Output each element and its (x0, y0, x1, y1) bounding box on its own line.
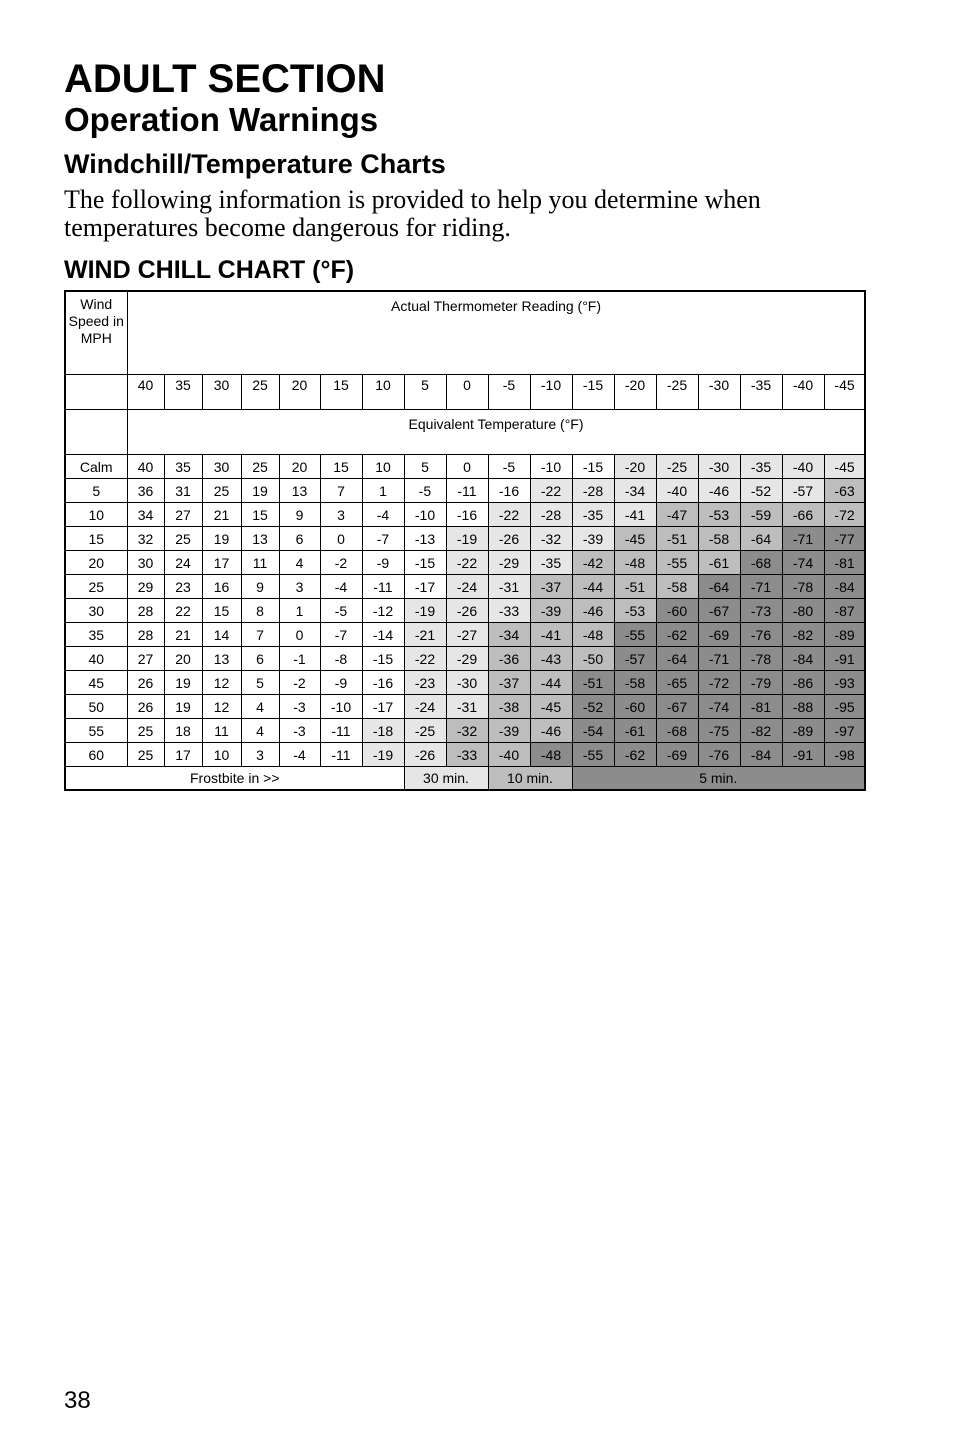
windchill-cell: -82 (782, 623, 824, 647)
windchill-cell: -33 (488, 599, 530, 623)
chart-title: WIND CHILL CHART (°F) (64, 256, 355, 284)
frostbite-row (65, 767, 865, 791)
windchill-cell: 15 (320, 455, 362, 479)
windchill-cell: -15 (572, 455, 614, 479)
windchill-cell: 7 (320, 479, 362, 503)
windchill-cell: -59 (740, 503, 782, 527)
windchill-cell: -9 (320, 671, 362, 695)
windchill-cell: -69 (656, 743, 698, 767)
section-title: ADULT SECTION (64, 57, 386, 101)
windchill-cell: 28 (127, 623, 164, 647)
windchill-cell: 36 (127, 479, 164, 503)
windchill-cell: -16 (446, 503, 488, 527)
blank-cell (65, 410, 127, 455)
actual-temp-cell: -10 (530, 375, 572, 410)
windchill-cell: -67 (656, 695, 698, 719)
windchill-cell: 9 (279, 503, 320, 527)
windchill-cell: -41 (530, 623, 572, 647)
windchill-cell: -57 (782, 479, 824, 503)
windchill-cell: 15 (202, 599, 241, 623)
windchill-cell: 14 (202, 623, 241, 647)
windchill-cell: -22 (404, 647, 446, 671)
windchill-cell: -64 (698, 575, 740, 599)
windchill-cell: 10 (362, 455, 404, 479)
wind-speed-cell: 20 (65, 551, 127, 575)
windchill-cell: 22 (164, 599, 202, 623)
windchill-cell: -37 (488, 671, 530, 695)
windchill-cell: -35 (530, 551, 572, 575)
windchill-cell: -11 (446, 479, 488, 503)
windchill-cell: 17 (164, 743, 202, 767)
windchill-cell: 19 (164, 671, 202, 695)
windchill-cell: -32 (530, 527, 572, 551)
windchill-cell: -52 (740, 479, 782, 503)
wind-speed-header: Wind Speed in MPH (65, 291, 127, 375)
windchill-cell: 6 (279, 527, 320, 551)
windchill-cell: -87 (824, 599, 865, 623)
windchill-cell: -91 (782, 743, 824, 767)
windchill-cell: -36 (488, 647, 530, 671)
windchill-cell: -2 (279, 671, 320, 695)
windchill-cell: 4 (241, 695, 279, 719)
windchill-cell: -97 (824, 719, 865, 743)
wind-speed-cell: 45 (65, 671, 127, 695)
windchill-cell: 34 (127, 503, 164, 527)
windchill-cell: 29 (127, 575, 164, 599)
windchill-cell: 21 (202, 503, 241, 527)
wind-speed-cell: Calm (65, 455, 127, 479)
windchill-cell: -30 (698, 455, 740, 479)
windchill-cell: -73 (740, 599, 782, 623)
windchill-cell: -45 (530, 695, 572, 719)
windchill-cell: -13 (404, 527, 446, 551)
windchill-cell: -29 (488, 551, 530, 575)
table-row (65, 479, 865, 503)
windchill-cell: -74 (782, 551, 824, 575)
windchill-cell: -66 (782, 503, 824, 527)
windchill-cell: -39 (530, 599, 572, 623)
windchill-cell: -91 (824, 647, 865, 671)
windchill-cell: -46 (698, 479, 740, 503)
windchill-cell: 21 (164, 623, 202, 647)
windchill-cell: -80 (782, 599, 824, 623)
windchill-cell: -84 (740, 743, 782, 767)
windchill-cell: -41 (614, 503, 656, 527)
windchill-cell: 35 (164, 455, 202, 479)
windchill-cell: 6 (241, 647, 279, 671)
windchill-cell: -47 (656, 503, 698, 527)
windchill-cell: 8 (241, 599, 279, 623)
windchill-cell: -78 (782, 575, 824, 599)
windchill-cell: 32 (127, 527, 164, 551)
windchill-cell: -11 (320, 743, 362, 767)
windchill-cell: -74 (698, 695, 740, 719)
actual-temp-cell: 10 (362, 375, 404, 410)
windchill-cell: -16 (362, 671, 404, 695)
windchill-cell: -50 (572, 647, 614, 671)
windchill-cell: 15 (241, 503, 279, 527)
windchill-cell: -28 (572, 479, 614, 503)
table-row (65, 695, 865, 719)
windchill-cell: -5 (488, 455, 530, 479)
windchill-cell: -79 (740, 671, 782, 695)
table-row (65, 671, 865, 695)
wind-speed-cell: 25 (65, 575, 127, 599)
windchill-cell: 13 (202, 647, 241, 671)
windchill-cell: -40 (488, 743, 530, 767)
windchill-cell: 12 (202, 695, 241, 719)
wind-speed-cell: 50 (65, 695, 127, 719)
windchill-cell: -35 (572, 503, 614, 527)
windchill-cell: -72 (824, 503, 865, 527)
windchill-cell: -61 (614, 719, 656, 743)
windchill-cell: 20 (164, 647, 202, 671)
windchill-cell: -95 (824, 695, 865, 719)
windchill-cell: -8 (320, 647, 362, 671)
actual-temps-row (65, 375, 865, 410)
frostbite-5-min: 5 min. (572, 767, 865, 791)
windchill-cell: -15 (404, 551, 446, 575)
windchill-cell: 25 (127, 743, 164, 767)
windchill-cell: -78 (740, 647, 782, 671)
windchill-cell: -22 (488, 503, 530, 527)
windchill-cell: -98 (824, 743, 865, 767)
windchill-cell: 19 (241, 479, 279, 503)
windchill-cell: 30 (202, 455, 241, 479)
windchill-cell: -57 (614, 647, 656, 671)
windchill-cell: -53 (614, 599, 656, 623)
windchill-cell: -5 (320, 599, 362, 623)
windchill-cell: 25 (241, 455, 279, 479)
actual-temp-cell: 20 (279, 375, 320, 410)
windchill-cell: -48 (614, 551, 656, 575)
windchill-cell: -84 (782, 647, 824, 671)
windchill-cell: -39 (572, 527, 614, 551)
frostbite-30-min: 30 min. (404, 767, 488, 791)
windchill-cell: -52 (572, 695, 614, 719)
windchill-cell: 24 (164, 551, 202, 575)
windchill-cell: -60 (614, 695, 656, 719)
actual-temp-cell: -40 (782, 375, 824, 410)
actual-temp-cell: -15 (572, 375, 614, 410)
windchill-cell: -76 (740, 623, 782, 647)
table-row (65, 647, 865, 671)
windchill-cell: -62 (656, 623, 698, 647)
actual-temp-cell: 35 (164, 375, 202, 410)
windchill-cell: -65 (656, 671, 698, 695)
windchill-cell: -53 (698, 503, 740, 527)
windchill-cell: -3 (279, 719, 320, 743)
windchill-cell: 3 (241, 743, 279, 767)
windchill-cell: -46 (530, 719, 572, 743)
windchill-cell: -28 (530, 503, 572, 527)
windchill-cell: 25 (127, 719, 164, 743)
frostbite-label: Frostbite in >> (65, 767, 404, 791)
actual-reading-header: Actual Thermometer Reading (°F) (127, 291, 865, 375)
windchill-cell: -4 (362, 503, 404, 527)
windchill-cell: -25 (404, 719, 446, 743)
windchill-cell: 19 (202, 527, 241, 551)
windchill-cell: -16 (488, 479, 530, 503)
table-row (65, 599, 865, 623)
actual-temp-cell: -45 (824, 375, 865, 410)
windchill-cell: 0 (446, 455, 488, 479)
table-row (65, 455, 865, 479)
windchill-cell: -10 (320, 695, 362, 719)
windchill-cell: -62 (614, 743, 656, 767)
actual-temp-cell: 30 (202, 375, 241, 410)
windchill-cell: -37 (530, 575, 572, 599)
windchill-cell: 1 (279, 599, 320, 623)
windchill-cell: 19 (164, 695, 202, 719)
windchill-cell: -31 (488, 575, 530, 599)
windchill-cell: -14 (362, 623, 404, 647)
windchill-cell: 10 (202, 743, 241, 767)
windchill-cell: -18 (362, 719, 404, 743)
windchill-cell: 25 (164, 527, 202, 551)
wind-speed-cell: 15 (65, 527, 127, 551)
windchill-cell: -26 (404, 743, 446, 767)
windchill-cell: -38 (488, 695, 530, 719)
wind-speed-cell: 60 (65, 743, 127, 767)
windchill-cell: 28 (127, 599, 164, 623)
windchill-cell: -72 (698, 671, 740, 695)
actual-temp-cell: -5 (488, 375, 530, 410)
windchill-cell: 0 (320, 527, 362, 551)
windchill-cell: -30 (446, 671, 488, 695)
windchill-cell: 23 (164, 575, 202, 599)
windchill-cell: -9 (362, 551, 404, 575)
windchill-cell: -54 (572, 719, 614, 743)
windchill-cell: 17 (202, 551, 241, 575)
windchill-cell: -51 (614, 575, 656, 599)
windchill-cell: -46 (572, 599, 614, 623)
windchill-cell: -75 (698, 719, 740, 743)
windchill-cell: -27 (446, 623, 488, 647)
blank-cell (65, 375, 127, 410)
windchill-cell: -11 (320, 719, 362, 743)
windchill-cell: 1 (362, 479, 404, 503)
wind-speed-cell: 5 (65, 479, 127, 503)
actual-temp-cell: 5 (404, 375, 446, 410)
windchill-cell: -48 (530, 743, 572, 767)
windchill-cell: -24 (446, 575, 488, 599)
windchill-cell: -26 (446, 599, 488, 623)
windchill-cell: -71 (740, 575, 782, 599)
windchill-cell: -39 (488, 719, 530, 743)
actual-temp-cell: 40 (127, 375, 164, 410)
windchill-cell: 3 (320, 503, 362, 527)
windchill-cell: -19 (404, 599, 446, 623)
windchill-cell: -33 (446, 743, 488, 767)
wind-speed-cell: 30 (65, 599, 127, 623)
actual-temp-cell: 25 (241, 375, 279, 410)
table-row (65, 719, 865, 743)
equivalent-temp-header: Equivalent Temperature (°F) (127, 410, 865, 455)
windchill-cell: -64 (740, 527, 782, 551)
windchill-cell: -81 (740, 695, 782, 719)
windchill-cell: -21 (404, 623, 446, 647)
table-row (65, 503, 865, 527)
table-row (65, 623, 865, 647)
windchill-cell: 26 (127, 671, 164, 695)
table-row (65, 743, 865, 767)
subsection-title: Operation Warnings (64, 101, 379, 138)
actual-temp-cell: -25 (656, 375, 698, 410)
windchill-cell: -68 (656, 719, 698, 743)
windchill-cell: -55 (614, 623, 656, 647)
windchill-cell: -71 (698, 647, 740, 671)
windchill-cell: -11 (362, 575, 404, 599)
wind-speed-cell: 55 (65, 719, 127, 743)
page-number: 38 (64, 1387, 91, 1414)
windchill-cell: -89 (824, 623, 865, 647)
windchill-cell: -20 (614, 455, 656, 479)
windchill-cell: -89 (782, 719, 824, 743)
windchill-cell: -71 (782, 527, 824, 551)
table-row (65, 527, 865, 551)
windchill-cell: 4 (241, 719, 279, 743)
windchill-cell: 20 (279, 455, 320, 479)
actual-temp-cell: -35 (740, 375, 782, 410)
windchill-cell: -44 (572, 575, 614, 599)
windchill-cell: -19 (362, 743, 404, 767)
windchill-cell: -15 (362, 647, 404, 671)
windchill-cell: -25 (656, 455, 698, 479)
windchill-cell: -61 (698, 551, 740, 575)
windchill-cell: -58 (656, 575, 698, 599)
windchill-cell: -55 (656, 551, 698, 575)
actual-temp-cell: 15 (320, 375, 362, 410)
wind-speed-cell: 35 (65, 623, 127, 647)
windchill-cell: 11 (202, 719, 241, 743)
windchill-cell: -42 (572, 551, 614, 575)
windchill-cell: -22 (446, 551, 488, 575)
windchill-cell: 13 (279, 479, 320, 503)
windchill-cell: -82 (740, 719, 782, 743)
windchill-cell: -88 (782, 695, 824, 719)
topic-title: Windchill/Temperature Charts (64, 149, 446, 179)
windchill-cell: -4 (279, 743, 320, 767)
windchill-cell: -23 (404, 671, 446, 695)
windchill-cell: -22 (530, 479, 572, 503)
windchill-cell: 25 (202, 479, 241, 503)
windchill-cell: -63 (824, 479, 865, 503)
windchill-cell: 3 (279, 575, 320, 599)
windchill-cell: -29 (446, 647, 488, 671)
windchill-cell: -4 (320, 575, 362, 599)
windchill-cell: -7 (320, 623, 362, 647)
actual-temp-cell: -30 (698, 375, 740, 410)
windchill-cell: 9 (241, 575, 279, 599)
windchill-cell: -3 (279, 695, 320, 719)
windchill-cell: -34 (488, 623, 530, 647)
wind-speed-cell: 10 (65, 503, 127, 527)
windchill-cell: -51 (572, 671, 614, 695)
windchill-cell: 13 (241, 527, 279, 551)
windchill-cell: -26 (488, 527, 530, 551)
table-row (65, 551, 865, 575)
windchill-cell: -34 (614, 479, 656, 503)
windchill-cell: -77 (824, 527, 865, 551)
windchill-cell: -68 (740, 551, 782, 575)
windchill-cell: -43 (530, 647, 572, 671)
windchill-cell: -58 (698, 527, 740, 551)
windchill-cell: -19 (446, 527, 488, 551)
windchill-cell: -2 (320, 551, 362, 575)
windchill-cell: 4 (279, 551, 320, 575)
table-row (65, 575, 865, 599)
windchill-cell: -17 (404, 575, 446, 599)
windchill-cell: -55 (572, 743, 614, 767)
windchill-cell: -45 (614, 527, 656, 551)
windchill-cell: -5 (404, 479, 446, 503)
windchill-cell: 40 (127, 455, 164, 479)
windchill-cell: -17 (362, 695, 404, 719)
windchill-cell: -32 (446, 719, 488, 743)
windchill-cell: -58 (614, 671, 656, 695)
windchill-cell: 16 (202, 575, 241, 599)
wind-chill-table (64, 290, 866, 791)
windchill-cell: -64 (656, 647, 698, 671)
windchill-cell: -31 (446, 695, 488, 719)
windchill-cell: 30 (127, 551, 164, 575)
windchill-cell: -84 (824, 575, 865, 599)
windchill-cell: 11 (241, 551, 279, 575)
windchill-cell: -60 (656, 599, 698, 623)
windchill-cell: -44 (530, 671, 572, 695)
windchill-cell: -67 (698, 599, 740, 623)
windchill-cell: 12 (202, 671, 241, 695)
windchill-cell: -10 (530, 455, 572, 479)
wind-speed-cell: 40 (65, 647, 127, 671)
windchill-cell: -51 (656, 527, 698, 551)
windchill-cell: -86 (782, 671, 824, 695)
windchill-cell: -24 (404, 695, 446, 719)
windchill-cell: 5 (404, 455, 446, 479)
windchill-cell: -12 (362, 599, 404, 623)
windchill-cell: -40 (656, 479, 698, 503)
windchill-cell: -40 (782, 455, 824, 479)
windchill-cell: -7 (362, 527, 404, 551)
actual-temp-cell: 0 (446, 375, 488, 410)
intro-paragraph: The following information is provided to help you determine when temperatures become dangerous for riding. (64, 185, 761, 242)
windchill-cell: 27 (164, 503, 202, 527)
windchill-cell: 0 (279, 623, 320, 647)
windchill-cell: -35 (740, 455, 782, 479)
windchill-cell: 18 (164, 719, 202, 743)
windchill-cell: -93 (824, 671, 865, 695)
windchill-cell: 31 (164, 479, 202, 503)
windchill-cell: -45 (824, 455, 865, 479)
frostbite-10-min: 10 min. (488, 767, 572, 791)
windchill-cell: -81 (824, 551, 865, 575)
windchill-cell: -10 (404, 503, 446, 527)
windchill-cell: 7 (241, 623, 279, 647)
windchill-cell: -1 (279, 647, 320, 671)
actual-temp-cell: -20 (614, 375, 656, 410)
windchill-cell: 27 (127, 647, 164, 671)
windchill-cell: -76 (698, 743, 740, 767)
windchill-cell: -48 (572, 623, 614, 647)
windchill-cell: 26 (127, 695, 164, 719)
windchill-cell: -69 (698, 623, 740, 647)
windchill-cell: 5 (241, 671, 279, 695)
